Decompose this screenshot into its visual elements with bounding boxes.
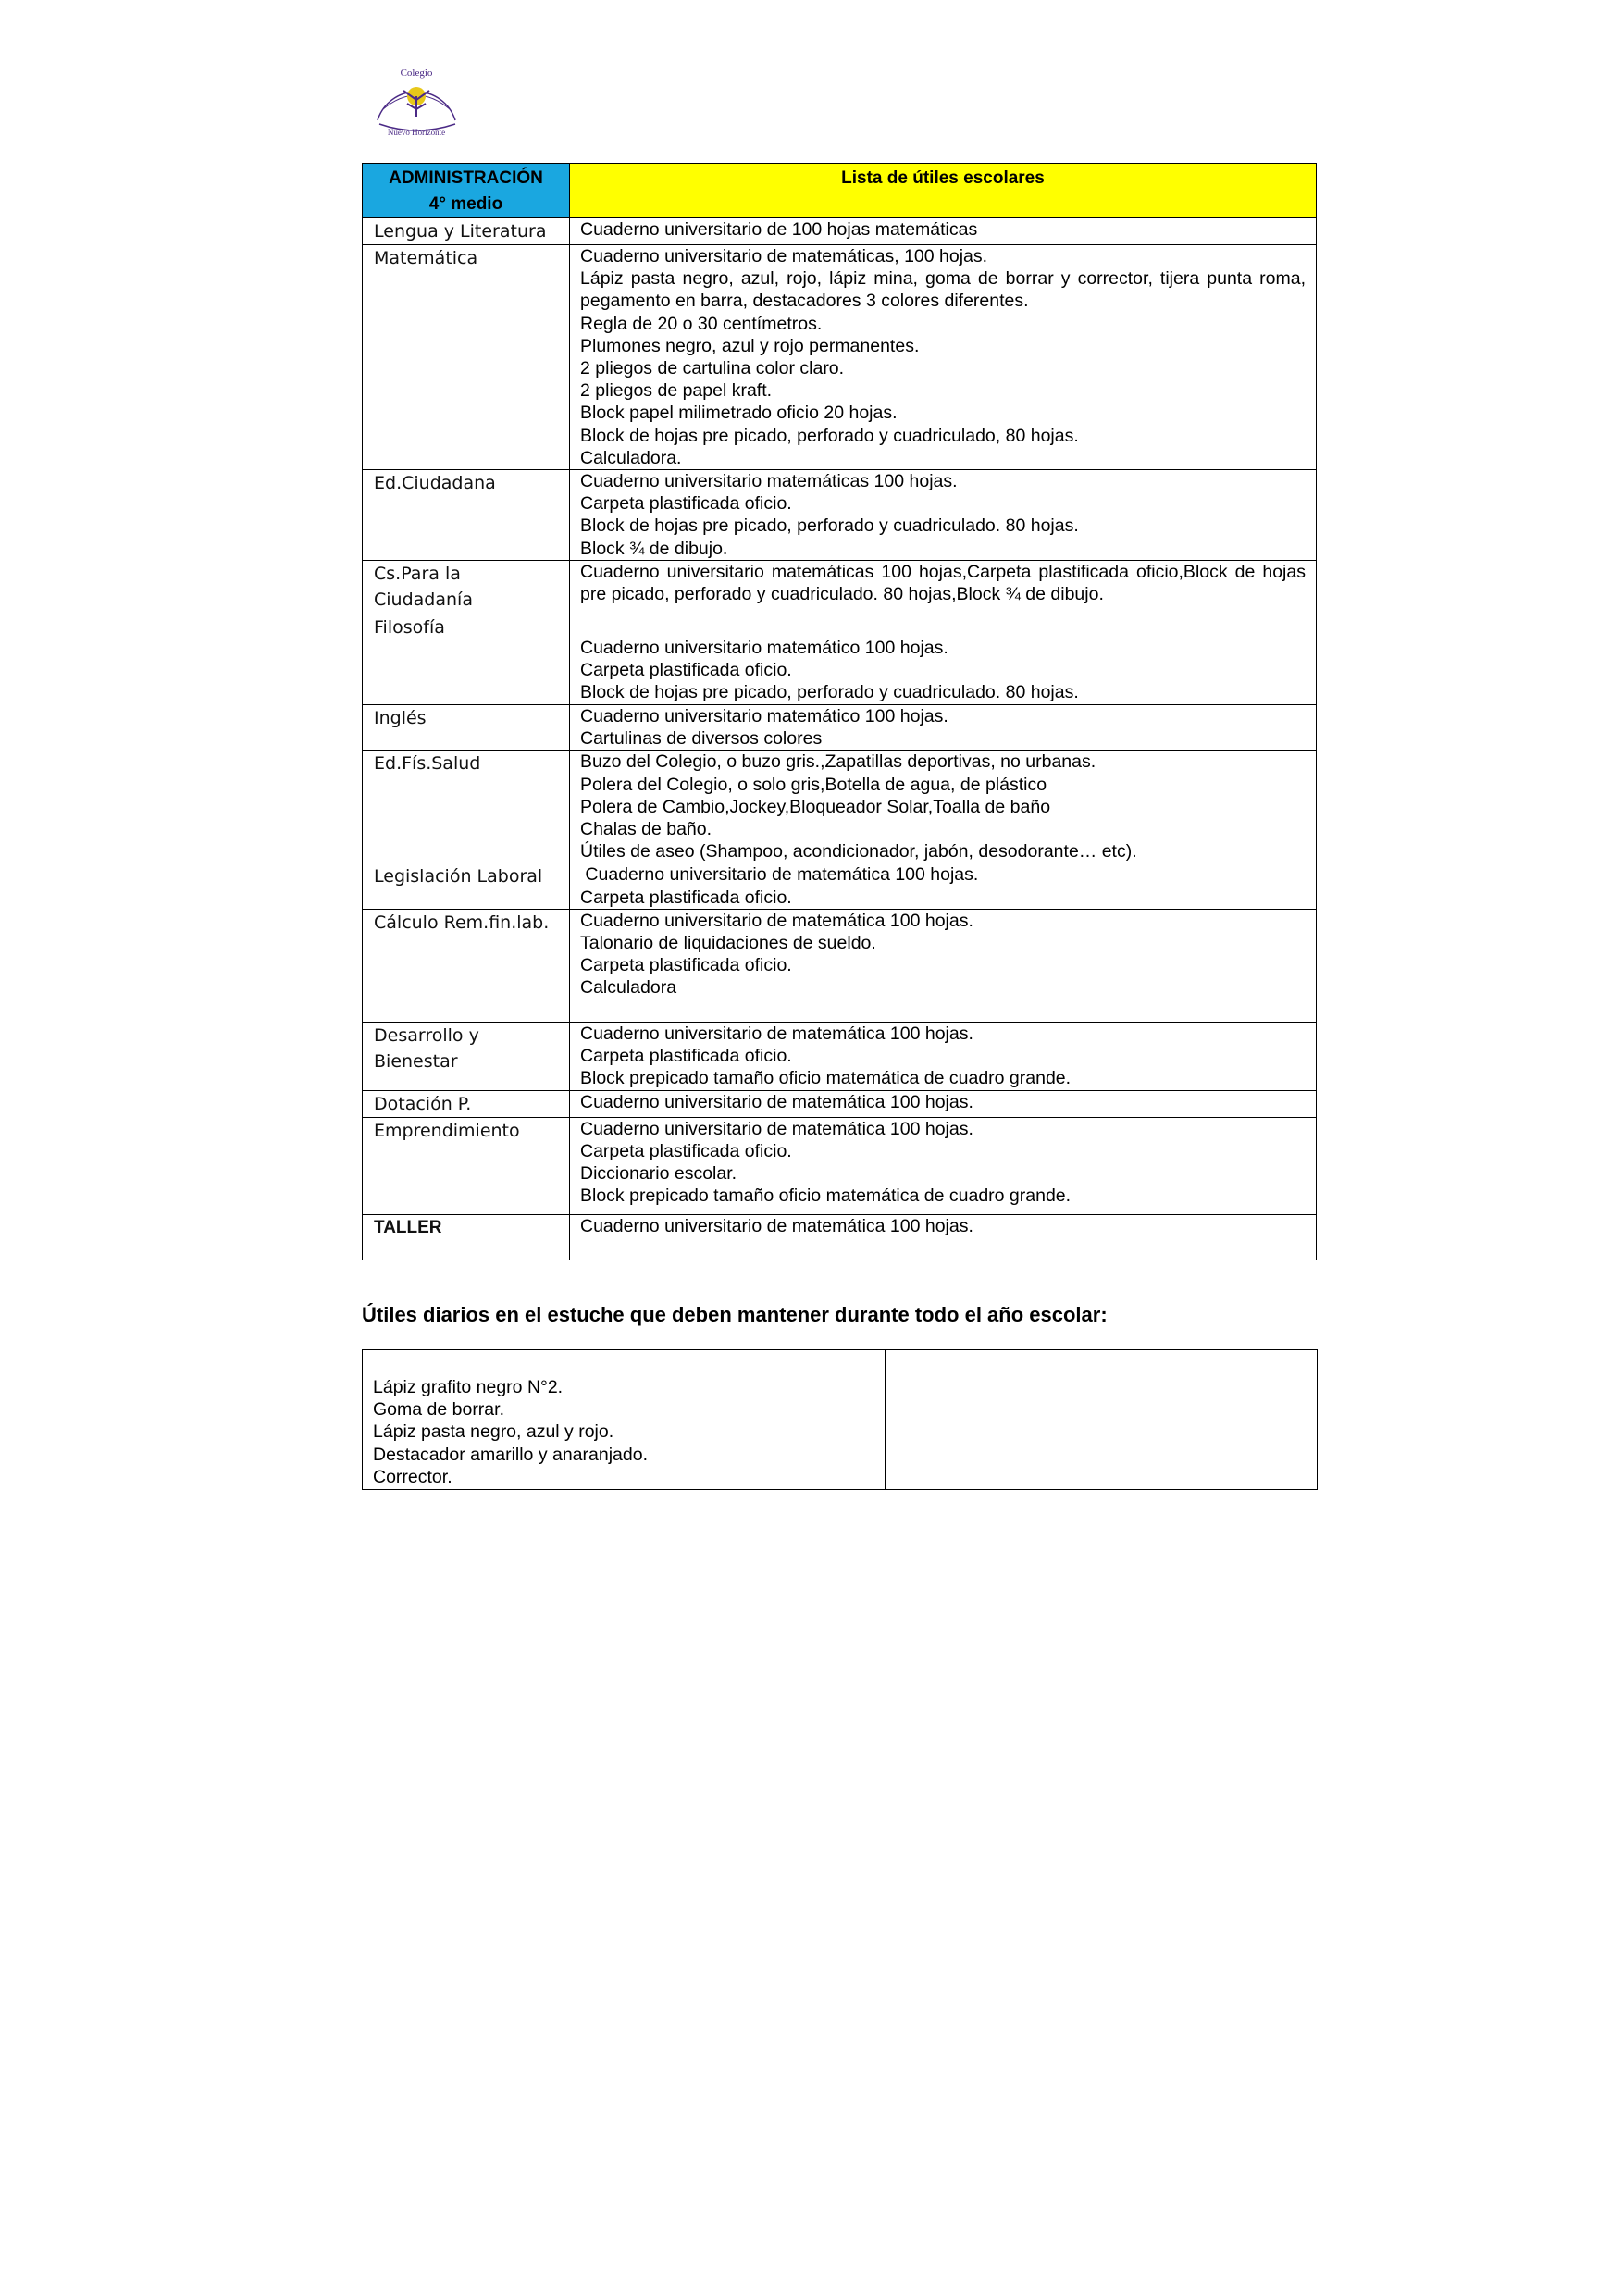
school-supplies-table [362,163,1317,1260]
subject-cell: Matemática [363,245,570,470]
table-row [363,1350,1318,1490]
table-row [363,909,1317,1022]
items-cell [570,218,1317,245]
list-title: Lista de útiles escolares [570,164,1317,218]
list-item: Block de hojas pre picado, perforado y cuadriculado, 80 hojas. [580,425,1079,446]
table-row [363,561,1317,614]
list-item: Block de hojas pre picado, perforado y cuadriculado. 80 hojas. [580,515,1079,537]
items-cell [570,1022,1317,1090]
list-item: Diccionario escolar. [580,1163,737,1185]
items-cell [570,561,1317,614]
list-item: Cuaderno universitario de matemática 100 hojas. [580,1023,973,1044]
list-item: Cuaderno universitario de matemática 100 hojas. [580,1091,973,1112]
table-row [363,751,1317,863]
table-row [363,245,1317,470]
list-item: Cartulinas de diversos colores [580,728,823,750]
course-level: 4° medio [428,194,503,214]
table-row [363,1117,1317,1214]
list-item: Polera del Colegio, o solo gris,Botella de agua, de plástico [580,774,1047,795]
course-header-cell [363,164,570,218]
list-item: Cuaderno universitario matemático 100 hojas. [580,706,948,727]
items-cell [570,705,1317,751]
items-cell [570,751,1317,863]
items-cell [570,909,1317,1022]
list-item: Carpeta plastificada oficio. [580,1141,792,1162]
list-item: Lápiz pasta negro, azul y rojo. [373,1421,614,1443]
subject-cell: Filosofía [363,614,570,705]
list-item: Block papel milimetrado oficio 20 hojas. [580,403,898,424]
list-item: Carpeta plastificada oficio. [580,1046,792,1067]
table-row [363,470,1317,561]
list-item: Carpeta plastificada oficio. [580,493,792,515]
subject-line: Ciudadanía [374,590,473,611]
table-row [363,705,1317,751]
items-cell [570,863,1317,909]
list-item: Destacador amarillo y anaranjado. [373,1444,648,1465]
table-header-row [363,164,1317,218]
items-cell [570,470,1317,561]
list-item: Calculadora. [580,447,682,468]
list-item: Carpeta plastificada oficio. [580,660,792,681]
table-row [363,863,1317,909]
list-item: Goma de borrar. [373,1399,504,1421]
table-row [363,614,1317,705]
list-item: Lápiz pasta negro, azul, rojo, lápiz mina, goma de borrar y corrector, tijera punta roma, pegamento en barra, destacadores 3 colores diferentes. [580,268,1306,312]
subject-cell: Cálculo Rem.fin.lab. [363,909,570,1022]
list-item: Carpeta plastificada oficio. [580,887,792,908]
list-item: Regla de 20 o 30 centímetros. [580,313,823,334]
list-item: Cuaderno universitario de 100 hojas matemáticas [580,219,978,240]
subject-cell: TALLER [363,1214,570,1260]
items-cell [570,1117,1317,1214]
subject-cell [363,1022,570,1090]
list-item: Corrector. [373,1466,452,1487]
list-item: Polera de Cambio,Jockey,Bloqueador Solar,Toalla de baño [580,796,1051,817]
items-cell [570,1090,1317,1117]
table-row [363,218,1317,245]
list-item: Útiles de aseo (Shampoo, acondicionador, jabón, desodorante… etc). [580,841,1137,863]
subject-cell: Legislación Laboral [363,863,570,909]
table-row [363,1214,1317,1260]
empty-cell [886,1350,1318,1490]
list-item: Cuaderno universitario de matemática 100 hojas. [580,1118,973,1139]
list-item: Plumones negro, azul y rojo permanentes. [580,335,920,356]
daily-items-cell [363,1350,886,1490]
list-item: Cuaderno universitario de matemática 100 hojas. [580,864,979,886]
list-item: Cuaderno universitario matemático 100 hojas. [580,638,948,659]
items-cell [570,614,1317,705]
table-row [363,1022,1317,1090]
list-item: Lápiz grafito negro N°2. [373,1377,564,1397]
subject-cell: Ed.Ciudadana [363,470,570,561]
subject-cell: Ed.Fís.Salud [363,751,570,863]
list-item: 2 pliegos de cartulina color claro. [580,358,845,379]
list-item: Buzo del Colegio, o buzo gris.,Zapatillas deportivas, no urbanas. [580,751,1096,773]
list-item: Cuaderno universitario matemáticas 100 hojas. [580,471,958,492]
subject-cell [363,561,570,614]
list-item: Cuaderno universitario de matemáticas, 100 hojas. [580,246,988,267]
items-cell [570,1214,1317,1260]
list-item: Block ¾ de dibujo. [580,538,728,559]
list-item: Talonario de liquidaciones de sueldo. [580,933,876,954]
subject-line: Desarrollo y [374,1024,479,1046]
list-item: Cuaderno universitario matemáticas 100 hojas,Carpeta plastificada oficio,Block de hojas pre picado, perforado y cuadriculado. 80 hojas,Block ¾ de dibujo. [580,562,1306,605]
list-item: Block prepicado tamaño oficio matemática de cuadro grande. [580,1068,1072,1089]
school-logo-icon [370,63,463,137]
daily-supplies-title: Útiles diarios en el estuche que deben mantener durante todo el año escolar: [362,1303,1108,1326]
list-item: Cuaderno universitario de matemática 100 hojas. [580,910,973,931]
course-name: ADMINISTRACIÓN [389,168,543,188]
items-cell [570,245,1317,470]
subject-cell: Lengua y Literatura [363,218,570,245]
table-row [363,1090,1317,1117]
list-item: Chalas de baño. [580,819,712,840]
list-item: 2 pliegos de papel kraft. [580,380,773,402]
subject-line: Cs.Para la [374,564,461,585]
subject-cell: Inglés [363,705,570,751]
list-item: Calculadora [580,977,677,999]
subject-line: Bienestar [374,1050,458,1072]
list-item: Cuaderno universitario de matemática 100 hojas. [580,1215,973,1236]
list-item: Block de hojas pre picado, perforado y cuadriculado. 80 hojas. [580,682,1079,703]
list-item: Carpeta plastificada oficio. [580,955,792,976]
list-item: Block prepicado tamaño oficio matemática de cuadro grande. [580,1185,1072,1207]
daily-supplies-table [362,1349,1318,1490]
subject-cell: Emprendimiento [363,1117,570,1214]
svg-text:Nuevo Horizonte: Nuevo Horizonte [387,128,446,137]
svg-text:Colegio: Colegio [400,68,433,79]
subject-cell: Dotación P. [363,1090,570,1117]
